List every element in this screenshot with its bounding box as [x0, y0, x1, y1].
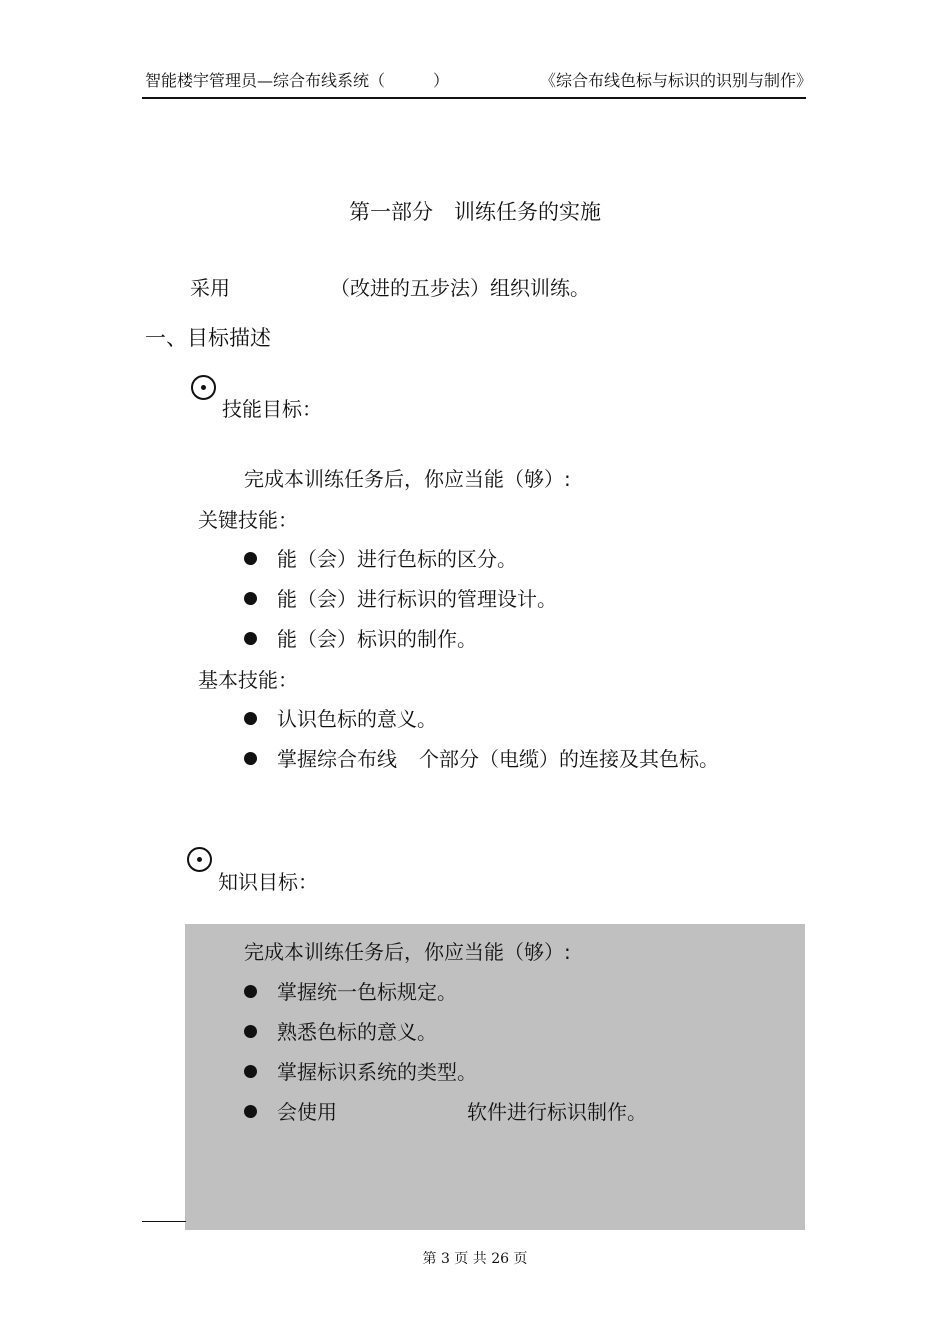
bullet-dot-icon — [244, 1065, 257, 1078]
target-bullet-icon — [191, 375, 216, 400]
skills-intro: 完成本训练任务后，你应当能（够）: — [244, 467, 571, 491]
list-item — [244, 743, 719, 772]
list-item — [244, 1056, 477, 1085]
list-item — [244, 976, 457, 1005]
header-left-title: 智能楼宇管理员—综合布线系统（ ） — [145, 71, 450, 90]
list-item-text: 能（会）标识的制作。 — [277, 627, 477, 651]
list-item-text: 能（会）进行色标的区分。 — [277, 547, 517, 571]
header-divider — [142, 97, 806, 99]
skills-title: 技能目标： — [222, 397, 322, 421]
knowledge-title: 知识目标： — [218, 870, 318, 894]
list-item-text: 掌握统一色标规定。 — [277, 980, 457, 1004]
list-item-text-part-b: 软件进行标识制作。 — [467, 1100, 647, 1124]
bullet-dot-icon — [244, 552, 257, 565]
target-bullet-icon — [187, 847, 212, 872]
list-item-text: 能（会）进行标识的管理设计。 — [277, 587, 557, 611]
heading-goal-description: 一、目标描述 — [145, 326, 271, 350]
bullet-dot-icon — [244, 1105, 257, 1118]
method-line — [190, 272, 590, 301]
list-item — [244, 703, 437, 732]
knowledge-intro: 完成本训练任务后，你应当能（够）: — [244, 940, 571, 964]
bullet-dot-icon — [244, 592, 257, 605]
bullet-dot-icon — [244, 712, 257, 725]
key-skills-label: 关键技能： — [198, 508, 298, 532]
list-item-text: 掌握标识系统的类型。 — [277, 1060, 477, 1084]
bullet-dot-icon — [244, 1025, 257, 1038]
list-item-text-part-a: 掌握综合布线 — [277, 747, 397, 771]
list-item-text-part-a: 会使用 — [277, 1100, 337, 1124]
footnote-divider — [142, 1221, 186, 1222]
method-suffix: （改进的五步法）组织训练。 — [330, 276, 590, 300]
bullet-dot-icon — [244, 985, 257, 998]
list-item — [244, 543, 517, 572]
bullet-dot-icon — [244, 632, 257, 645]
section-title: 第一部分 训练任务的实施 — [349, 200, 601, 224]
page-number: 第 3 页 共 26 页 — [422, 1251, 528, 1267]
header-right-title: 《综合布线色标与标识的识别与制作》 — [540, 71, 813, 90]
list-item-text-part-b: 个部分（电缆）的连接及其色标。 — [419, 747, 719, 771]
list-item-text: 认识色标的意义。 — [277, 707, 437, 731]
list-item — [244, 623, 477, 652]
method-prefix: 采用 — [190, 276, 230, 300]
bullet-dot-icon — [244, 752, 257, 765]
list-item — [244, 1096, 647, 1125]
list-item — [244, 1016, 437, 1045]
list-item — [244, 583, 557, 612]
list-item-text: 熟悉色标的意义。 — [277, 1020, 437, 1044]
basic-skills-label: 基本技能： — [198, 668, 298, 692]
